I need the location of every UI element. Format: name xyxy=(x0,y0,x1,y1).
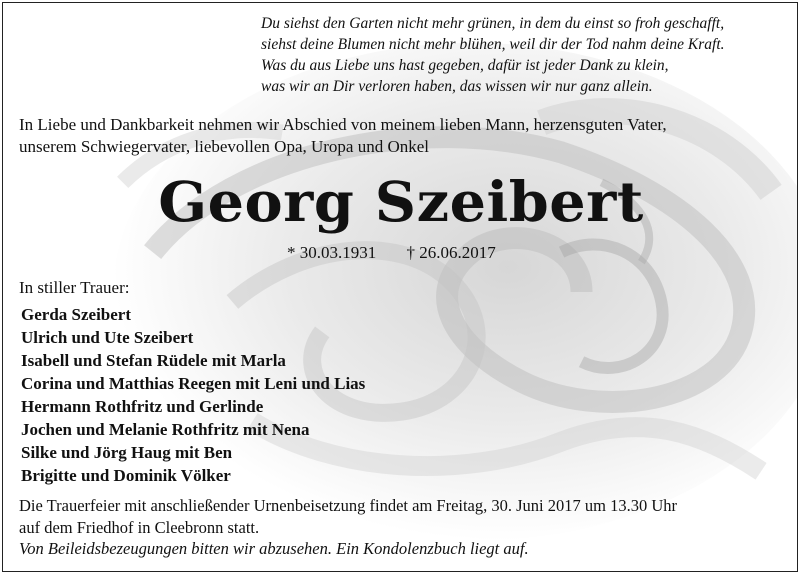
mourning-label: In stiller Trauer: xyxy=(19,278,130,297)
mourner-name: Ulrich und Ute Szeibert xyxy=(21,328,194,347)
poem-line: siehst deine Blumen nicht mehr blühen, weil dir der Tod nahm deine Kraft. xyxy=(261,36,725,53)
poem-line: Was du aus Liebe uns hast gegeben, dafür ist jeder Dank zu klein, xyxy=(261,57,669,74)
poem xyxy=(261,13,725,97)
farewell-intro xyxy=(19,114,779,158)
deceased-name: Georg Szeibert xyxy=(158,169,644,234)
funeral-line: Die Trauerfeier mit anschließender Urnenbeisetzung findet am Freitag, 30. Juni 2017 um 13.30 Uhr xyxy=(19,496,678,515)
life-dates xyxy=(287,243,496,263)
funeral-line: auf dem Friedhof in Cleebronn statt. xyxy=(19,517,260,537)
intro-line: In Liebe und Dankbarkeit nehmen wir Abschied von meinem lieben Mann, herzensguten Vater, xyxy=(19,115,667,134)
mourner-name: Corina und Matthias Reegen mit Leni und Lias xyxy=(21,374,366,393)
birth-date: * 30.03.1931 xyxy=(287,243,377,262)
death-date: † 26.06.2017 xyxy=(406,243,496,262)
mourners-list xyxy=(21,303,365,487)
mourner-name: Hermann Rothfritz und Gerlinde xyxy=(21,397,264,416)
intro-line: unserem Schwiegervater, liebevollen Opa, Uropa und Onkel xyxy=(19,137,430,156)
mourner-name: Brigitte und Dominik Völker xyxy=(21,466,231,485)
obituary-notice xyxy=(2,2,798,572)
poem-line: Du siehst den Garten nicht mehr grünen, in dem du einst so froh geschafft, xyxy=(261,15,725,32)
funeral-info xyxy=(19,495,794,560)
condolence-note: Von Beileidsbezeugungen bitten wir abzusehen. Ein Kondolenzbuch liegt auf. xyxy=(19,539,529,558)
mourner-name: Isabell und Stefan Rüdele mit Marla xyxy=(21,351,286,370)
mourner-name: Jochen und Melanie Rothfritz mit Nena xyxy=(21,420,310,439)
mourner-name: Gerda Szeibert xyxy=(21,305,131,324)
poem-line: was wir an Dir verloren haben, das wissen wir nur ganz allein. xyxy=(261,78,653,95)
mourner-name: Silke und Jörg Haug mit Ben xyxy=(21,443,233,462)
